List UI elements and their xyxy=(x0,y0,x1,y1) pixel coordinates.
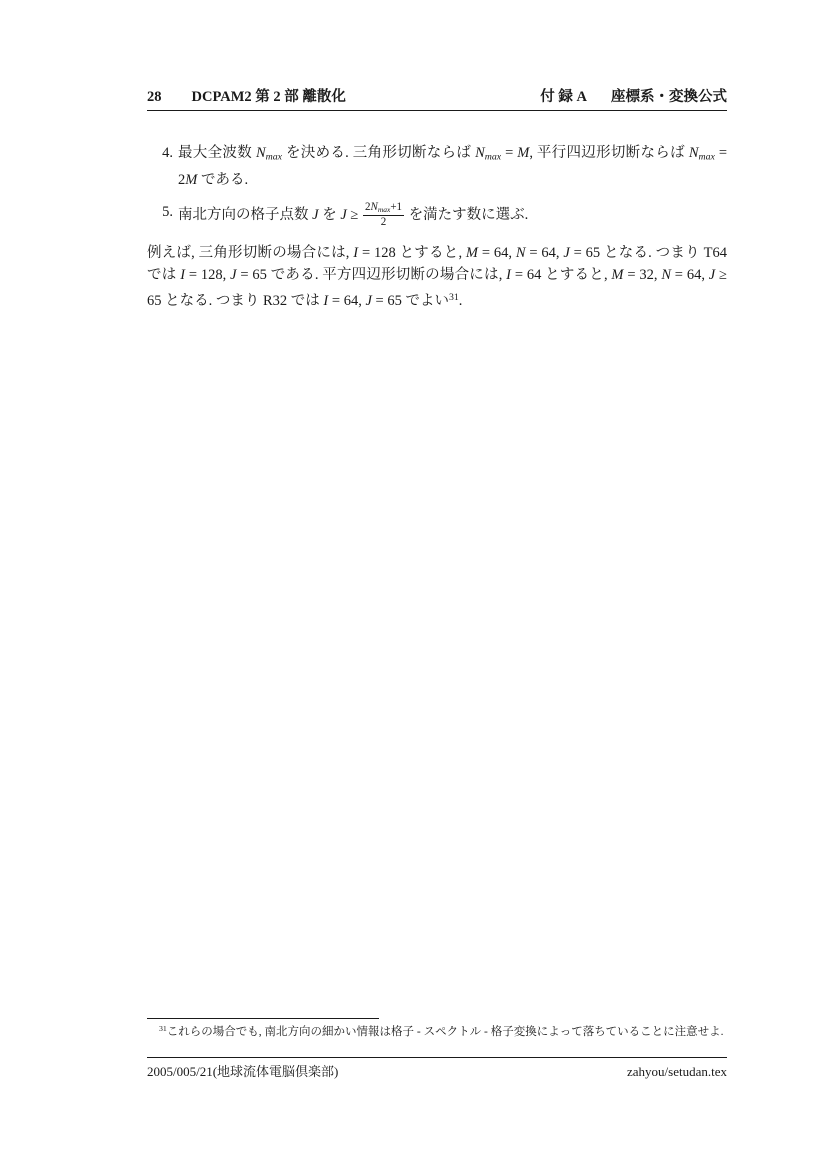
header-left xyxy=(147,89,346,105)
page-header xyxy=(147,89,727,105)
item-text: 最大全波数 Nmax を決める. 三角形切断ならば Nmax = M, 平行四辺形切断ならば Nmax = 2M である. xyxy=(178,145,728,188)
appendix-label: 付 録 A xyxy=(540,89,587,105)
list-item-5 xyxy=(147,201,727,228)
footnote-rule xyxy=(147,1018,379,1019)
item-number: 4. xyxy=(162,145,173,161)
page-footer xyxy=(147,1063,727,1080)
footnote: $^{31}$これらの場合でも, 南北方向の細かい情報は格子 - スペクトル - 格子変換によって落ちていることに注意せよ. xyxy=(159,1024,724,1038)
page-number: 28 xyxy=(147,89,162,105)
list-item-4 xyxy=(147,142,727,191)
item-number: 5. xyxy=(162,204,173,221)
appendix-title: 座標系・変換公式 xyxy=(611,89,727,105)
section-title: DCPAM2 第 2 部 離散化 xyxy=(191,89,346,105)
header-right xyxy=(540,89,727,105)
footer-filename: zahyou/setudan.tex xyxy=(627,1064,727,1079)
body-paragraph: 例えば, 三角形切断の場合には, I = 128 とすると, M = 64, N = 64, J = 65 となる. つまり T64 では I = 128, J = 65 である. 平方四辺形切断の場合には, I = 64 とすると, M = 32, N = 64, J ≥ 65 となる. つまり R32 では I = 64, J = 65 でよい$^{31}$. xyxy=(147,244,728,309)
footer-date: 2005/005/21(地球流体電脳倶楽部) xyxy=(147,1064,339,1079)
header-rule xyxy=(147,110,727,111)
item-text: 南北方向の格子点数 J を J ≥ $\frac{2Nmax+1}{2}$ を満たす数に選ぶ. xyxy=(178,201,529,228)
footer-rule xyxy=(147,1057,727,1058)
page-body xyxy=(147,142,727,312)
